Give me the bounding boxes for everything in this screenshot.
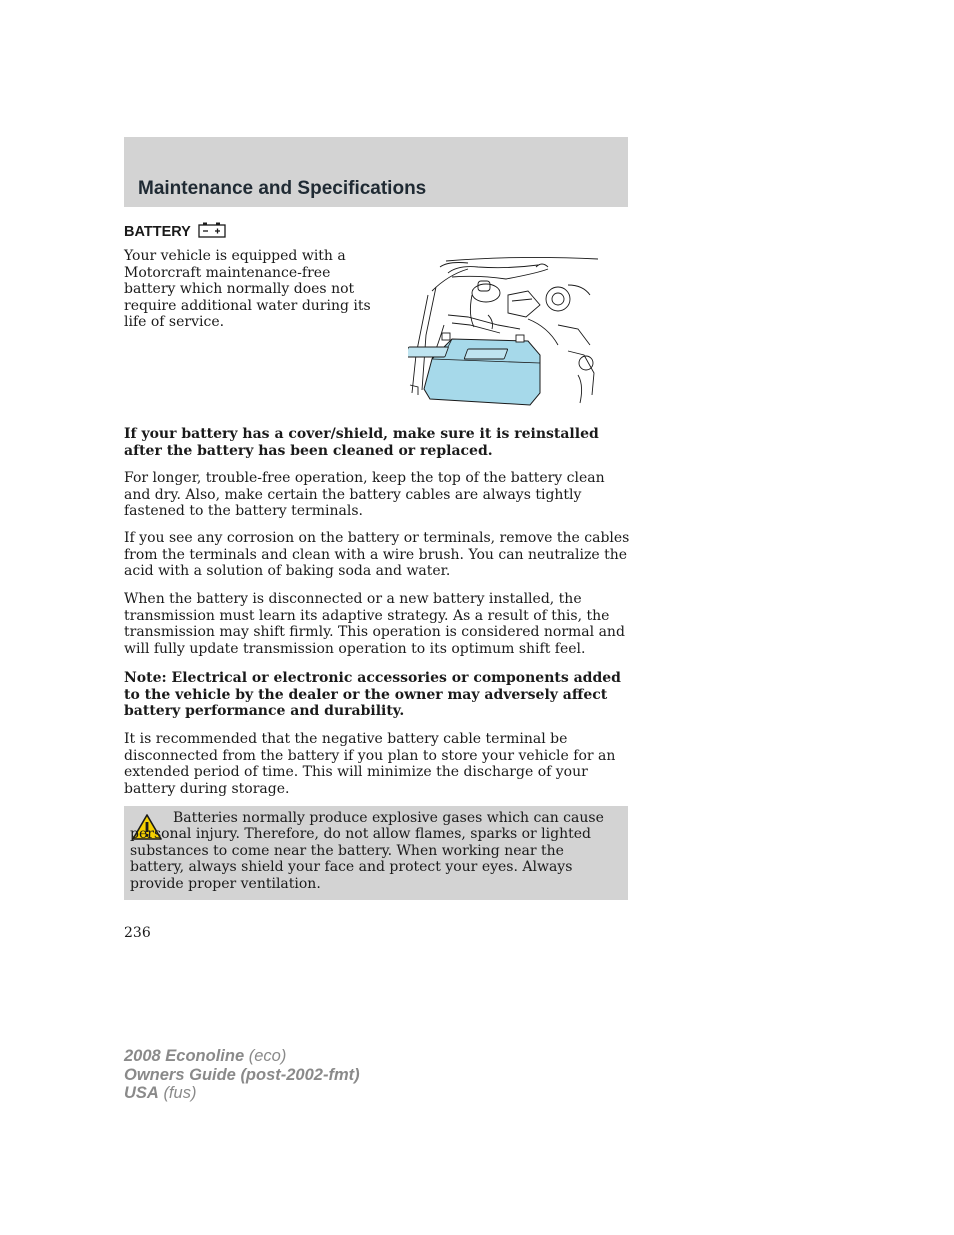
battery-heading	[124, 222, 226, 242]
document-footer	[124, 1047, 360, 1103]
footer-market-code: (fus)	[163, 1084, 197, 1102]
warning-text-block	[130, 810, 620, 892]
footer-model: 2008 Econoline	[124, 1047, 245, 1065]
paragraph-corrosion: If you see any corrosion on the battery or terminals, remove the cables from the terminals and clean with a wire brush. You can neutralize the acid with a solution of baking soda and water.	[124, 530, 630, 580]
battery-intro: Your vehicle is equipped with a Motorcraft maintenance-free battery which normally does not require additional water during its life of service.	[124, 248, 371, 331]
warning-box	[124, 806, 628, 900]
footer-guide: Owners Guide (post-2002-fmt)	[124, 1065, 360, 1084]
cover-shield-note: If your battery has a cover/shield, make sure it is reinstalled after the battery has been cleaned or replaced.	[124, 426, 599, 459]
accessories-note: Note: Electrical or electronic accessories or components added to the vehicle by the dealer or the owner may adversely affect battery performance and durability.	[124, 670, 621, 720]
paragraph-storage: It is recommended that the negative battery cable terminal be disconnected from the battery if you plan to store your vehicle for an extended period of time. This will minimize the discharge of your battery during storage.	[124, 731, 616, 797]
paragraph-disconnect: When the battery is disconnected or a new battery installed, the transmission must learn its adaptive strategy. As a result of this, the transmission may shift firmly. This operation is considered normal and will fully update transmission operation to its optimum shift feel.	[124, 591, 625, 657]
header-band	[124, 137, 628, 207]
footer-model-code: (eco)	[248, 1047, 287, 1065]
battery-heading-text: BATTERY	[124, 224, 191, 240]
page-section-title: Maintenance and Specifications	[138, 178, 427, 199]
footer-market: USA	[124, 1084, 159, 1102]
page-number: 236	[124, 925, 151, 941]
paragraph-clean: For longer, trouble-free operation, keep the top of the battery clean and dry. Also, make certain the battery cables are always tightly fastened to the battery terminals.	[124, 470, 605, 520]
battery-icon	[198, 222, 226, 242]
warning-text: Batteries normally produce explosive gases which can cause personal injury. Therefore, do not allow flames, sparks or lighted substances to come near the battery. When working near the battery, always shield your face and protect your eyes. Always provide proper ventilation.	[130, 810, 604, 892]
engine-battery-illustration	[408, 255, 602, 410]
